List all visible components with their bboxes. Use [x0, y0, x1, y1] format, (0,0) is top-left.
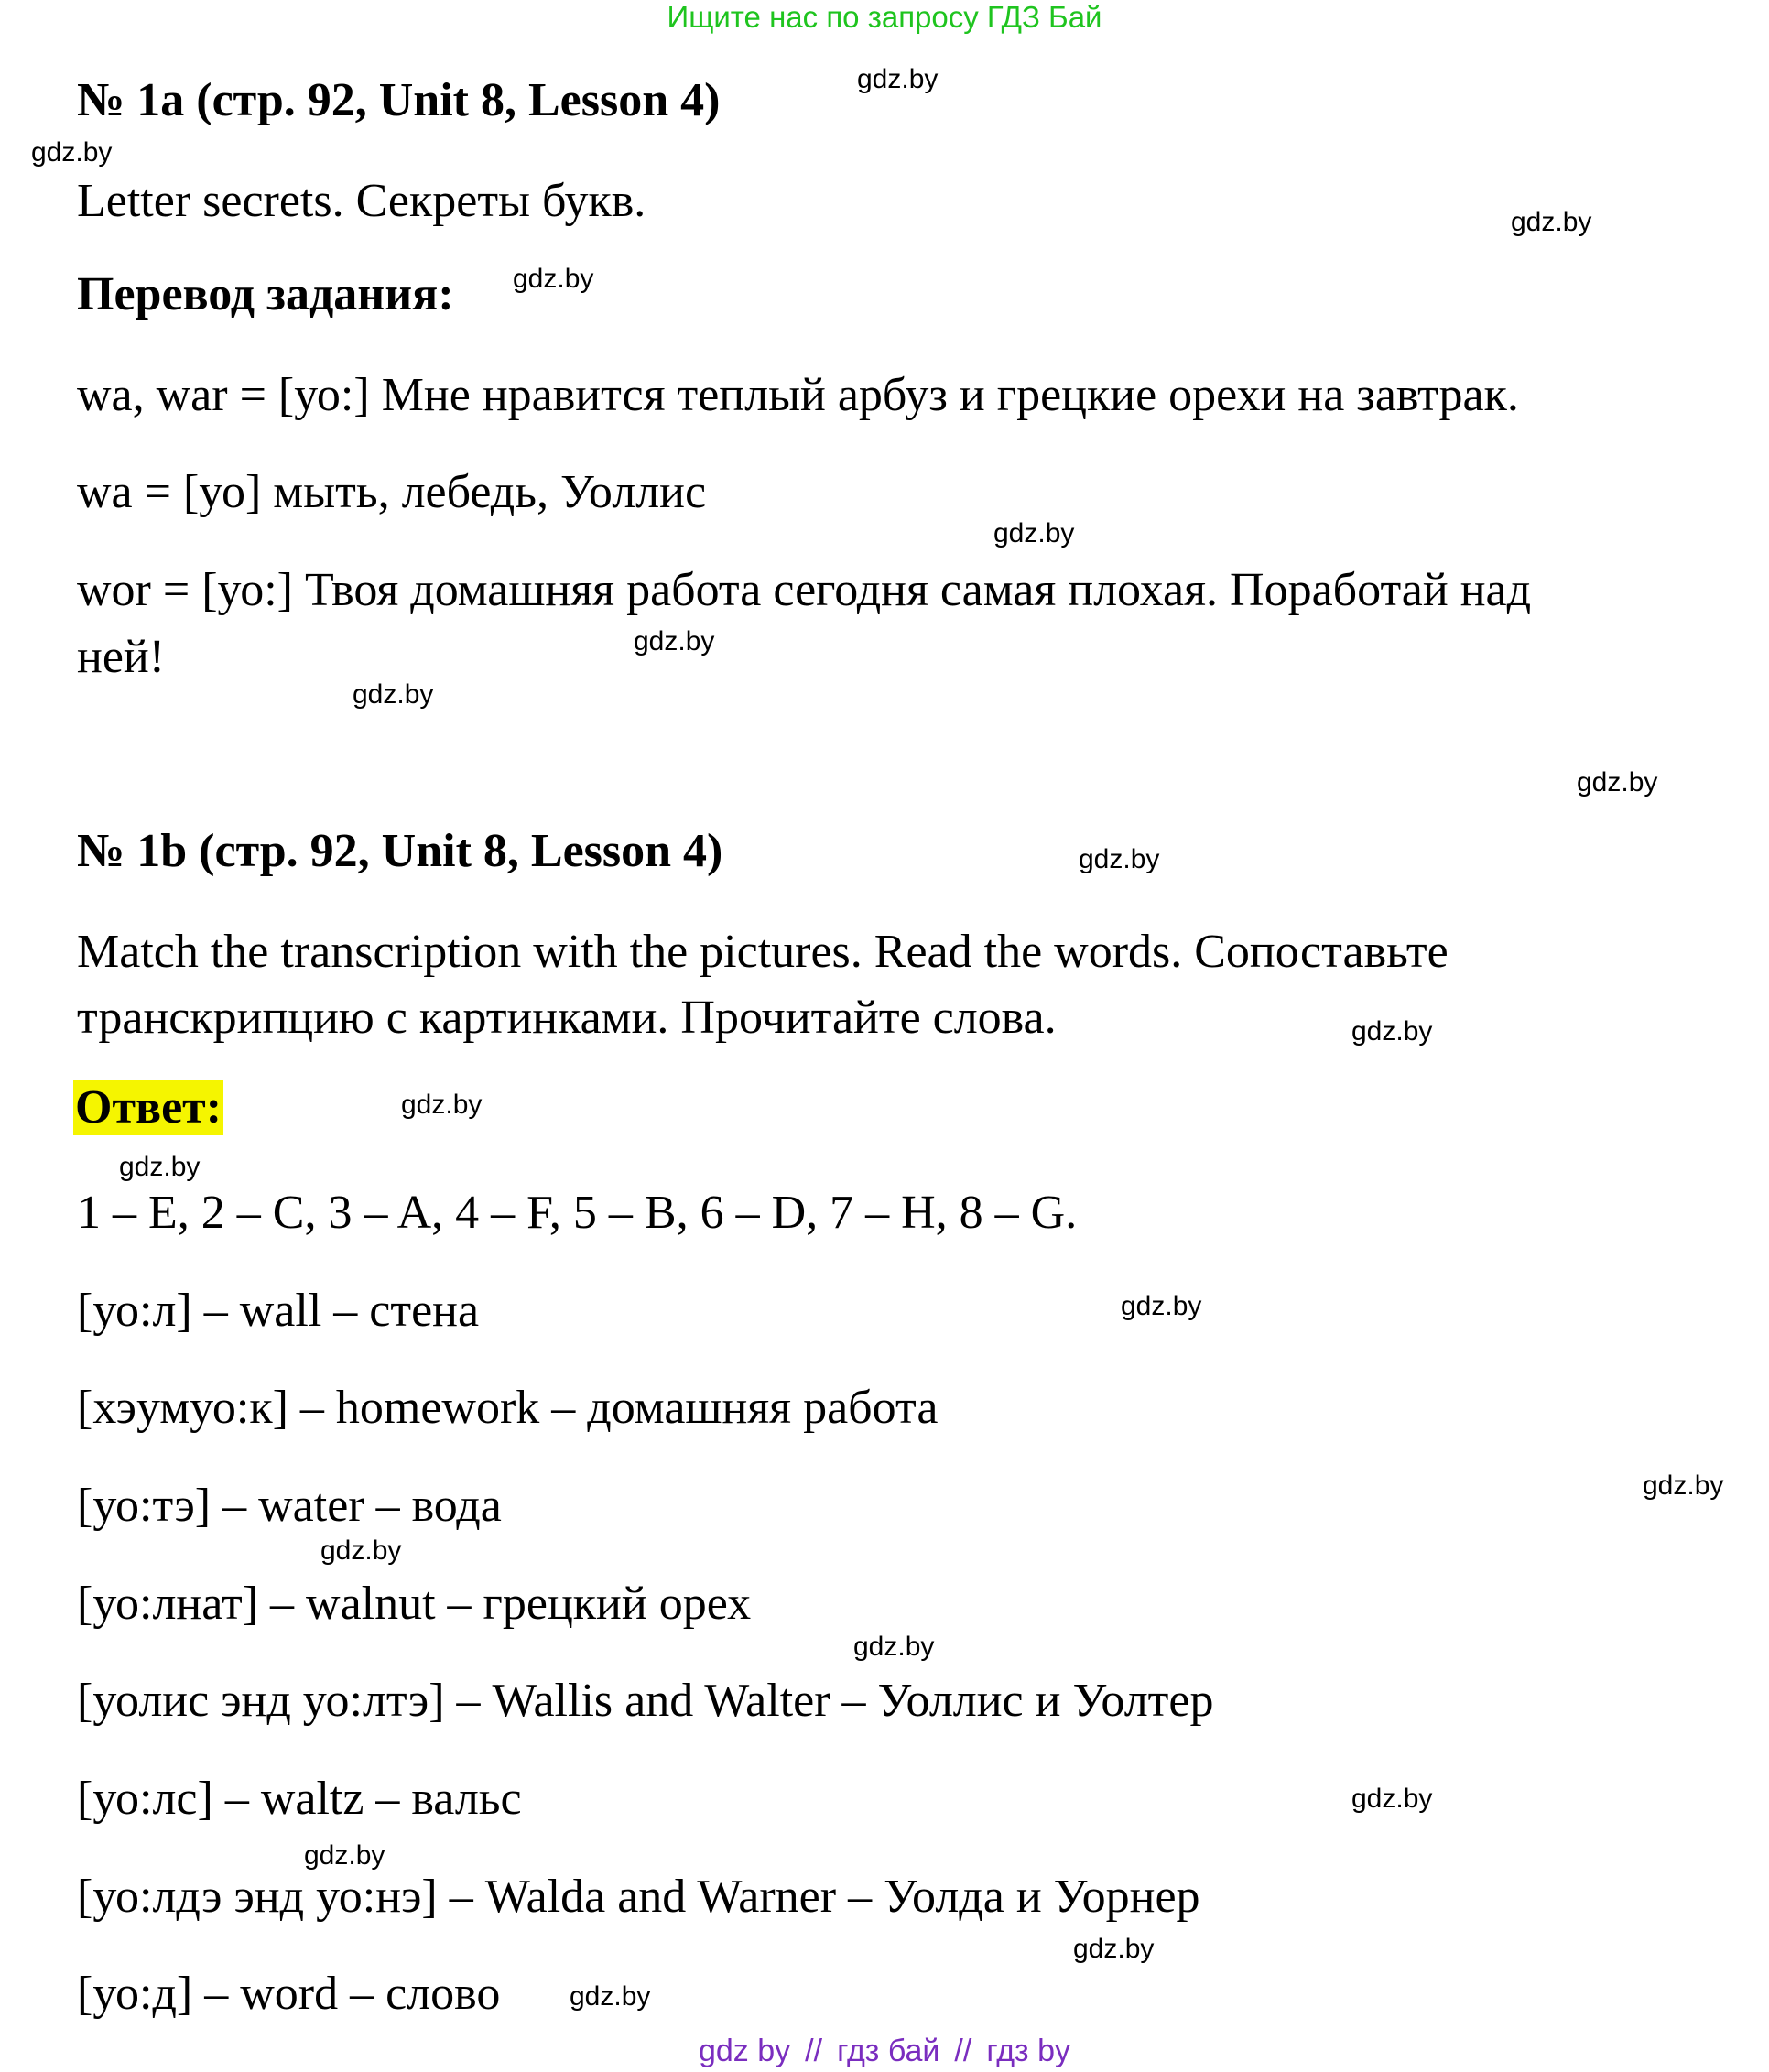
translation-line: wa, war = [уо:] Мне нравится теплый арбуз и грецкие орехи на завтрак.	[77, 369, 1519, 421]
translation-line: wor = [уо:] Твоя домашняя работа сегодня самая плохая. Поработай над	[77, 564, 1532, 616]
watermark: gdz.by	[304, 1840, 385, 1871]
answer-line: [уо:л] – wall – стена	[77, 1285, 480, 1337]
section-1b-task: Match the transcription with the pictures. Read the words. Сопоставьте	[77, 926, 1449, 978]
answer-line: [уо:д] – word – слово	[77, 1968, 501, 2020]
footer-link[interactable]: гдз by	[986, 2034, 1070, 2068]
watermark: gdz.by	[1351, 1784, 1433, 1814]
watermark: gdz.by	[1351, 1016, 1433, 1047]
answer-line: [хэумуо:к] – homework – домашняя работа	[77, 1382, 939, 1434]
watermark: gdz.by	[634, 626, 715, 656]
watermark: gdz.by	[570, 1981, 651, 2012]
answer-line: [уолис энд уо:лтэ] – Wallis and Walter – Уоллис и Уолтер	[77, 1675, 1214, 1727]
top-banner: Ищите нас по запросу ГДЗ Бай	[667, 0, 1102, 34]
watermark: gdz.by	[1643, 1470, 1724, 1501]
watermark: gdz.by	[1511, 207, 1592, 237]
translation-line: wa = [уо] мыть, лебедь, Уоллис	[77, 466, 707, 518]
watermark: gdz.by	[31, 137, 113, 168]
watermark: gdz.by	[1577, 767, 1658, 797]
translation-line: ней!	[77, 631, 166, 683]
watermark: gdz.by	[1073, 1934, 1155, 1964]
section-1b-task: транскрипцию с картинками. Прочитайте слова.	[77, 992, 1057, 1044]
footer-link[interactable]: гдз бай	[837, 2034, 940, 2068]
watermark: gdz.by	[401, 1090, 483, 1120]
watermark: gdz.by	[993, 518, 1075, 548]
answer-line: [уо:лс] – waltz – вальс	[77, 1773, 522, 1825]
footer	[0, 2033, 1769, 2069]
watermark: gdz.by	[857, 64, 939, 94]
watermark: gdz.by	[513, 264, 594, 294]
answer-line: [уо:лдэ энд уо:нэ] – Walda and Warner – Уолда и Уорнер	[77, 1871, 1200, 1923]
footer-separator: //	[805, 2034, 823, 2068]
answer-label: Ответ:	[75, 1081, 222, 1134]
watermark: gdz.by	[1079, 844, 1160, 874]
translation-label: Перевод задания:	[77, 268, 454, 320]
section-1a-task: Letter secrets. Секреты букв.	[77, 175, 646, 227]
watermark: gdz.by	[1121, 1291, 1202, 1321]
section-1b-title: № 1b (стр. 92, Unit 8, Lesson 4)	[77, 825, 723, 877]
watermark: gdz.by	[320, 1535, 402, 1566]
footer-separator: //	[954, 2034, 972, 2068]
answer-line: [уо:лнат] – walnut – грецкий орех	[77, 1578, 752, 1630]
answer-line: [уо:тэ] – water – вода	[77, 1480, 502, 1532]
footer-link[interactable]: gdz by	[698, 2034, 791, 2068]
watermark: gdz.by	[853, 1632, 935, 1662]
answer-line: 1 – E, 2 – C, 3 – A, 4 – F, 5 – B, 6 – D, 7 – H, 8 – G.	[77, 1187, 1078, 1239]
watermark: gdz.by	[119, 1152, 201, 1182]
watermark: gdz.by	[353, 679, 434, 710]
section-1a-title: № 1a (стр. 92, Unit 8, Lesson 4)	[77, 74, 721, 126]
